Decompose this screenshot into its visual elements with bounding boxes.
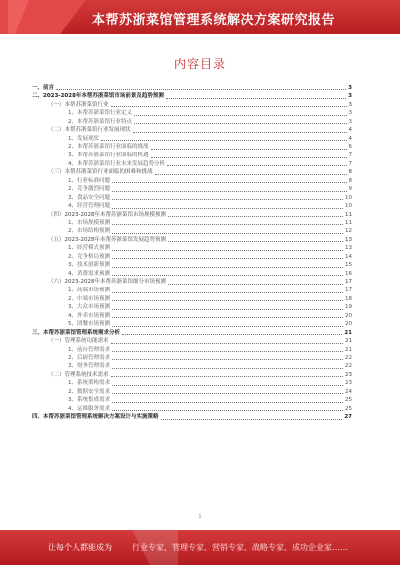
toc-leader-dots bbox=[134, 122, 346, 124]
toc-entry[interactable] bbox=[32, 152, 352, 160]
toc-entry[interactable] bbox=[32, 219, 352, 227]
toc-entry-page: 7 bbox=[348, 152, 352, 159]
toc-entry-page: 27 bbox=[344, 414, 352, 421]
toc-entry-page: 20 bbox=[345, 312, 352, 319]
toc-entry-text: 3、财务管理需求 bbox=[68, 363, 110, 370]
toc-entry-text: 2、后厨管理需求 bbox=[68, 354, 110, 361]
toc-entry[interactable] bbox=[32, 109, 352, 117]
toc-entry-page: 21 bbox=[345, 346, 352, 353]
toc-entry[interactable] bbox=[32, 270, 352, 278]
toc-leader-dots bbox=[133, 131, 347, 133]
toc-entry[interactable] bbox=[32, 92, 352, 100]
toc-entry-text: 2、本帮苏浙菜馆行业面临的挑战 bbox=[68, 144, 149, 151]
toc-entry-text: 4、外卖市场预测 bbox=[68, 312, 110, 319]
toc-entry-text: 四、本帮苏浙菜馆管理系统解决方案设计与实施策略 bbox=[32, 414, 159, 421]
toc-leader-dots bbox=[111, 342, 343, 344]
toc-entry-text: 1、高端市场预测 bbox=[68, 287, 110, 294]
toc-entry[interactable] bbox=[32, 413, 352, 421]
toc-leader-dots bbox=[112, 358, 343, 360]
toc-entry[interactable] bbox=[32, 168, 352, 176]
toc-entry[interactable] bbox=[32, 160, 352, 168]
toc-leader-dots bbox=[168, 215, 343, 217]
toc-entry-page: 16 bbox=[345, 270, 352, 277]
toc-entry-text: 4、消费需求预测 bbox=[68, 270, 110, 277]
toc-leader-dots bbox=[112, 249, 343, 251]
toc-entry[interactable] bbox=[32, 118, 352, 126]
toc-entry-page: 3 bbox=[348, 118, 352, 125]
header-banner bbox=[0, 0, 400, 34]
table-of-contents bbox=[32, 84, 352, 422]
toc-entry-page: 11 bbox=[345, 211, 352, 218]
toc-entry-text: 二、2023-2028年本帮苏浙菜馆市场前景及趋势预测 bbox=[32, 93, 164, 100]
toc-entry-text: （四）2023-2028年本帮苏浙菜馆市场规模预测 bbox=[48, 211, 166, 218]
toc-entry[interactable] bbox=[32, 329, 352, 337]
toc-entry[interactable] bbox=[32, 405, 352, 413]
toc-entry-page: 22 bbox=[345, 363, 352, 370]
toc-entry-text: 4、运维服务需求 bbox=[68, 405, 110, 412]
footer-tagline: 行业专家、管理专家、营销专家、战略专家、成功企业家…… bbox=[132, 543, 348, 552]
toc-entry[interactable] bbox=[32, 379, 352, 387]
toc-entry-page: 12 bbox=[345, 228, 352, 235]
toc-entry-page: 23 bbox=[345, 380, 352, 387]
toc-entry-text: 1、本帮苏浙菜馆行业定义 bbox=[68, 110, 133, 117]
toc-entry-text: 1、行业标准问题 bbox=[68, 177, 110, 184]
footer-slogan: 让每个人都能成为 bbox=[48, 543, 112, 552]
toc-entry-text: 2、市场结构预测 bbox=[68, 228, 110, 235]
toc-entry-text: 2、数据安全需求 bbox=[68, 388, 110, 395]
toc-leader-dots bbox=[168, 240, 343, 242]
toc-leader-dots bbox=[151, 156, 347, 158]
toc-entry[interactable] bbox=[32, 177, 352, 185]
toc-entry-text: 2、中端市场预测 bbox=[68, 295, 110, 302]
report-title: 本帮苏浙菜馆管理系统解决方案研究报告 bbox=[92, 13, 336, 28]
toc-entry-page: 6 bbox=[348, 144, 352, 151]
toc-entry-text: 3、食品安全问题 bbox=[68, 194, 110, 201]
toc-entry-text: 3、本帮苏浙菜馆行业面临的机遇 bbox=[68, 152, 149, 159]
toc-leader-dots bbox=[112, 223, 343, 225]
toc-entry-text: 1、市场规模预测 bbox=[68, 219, 110, 226]
toc-leader-dots bbox=[134, 114, 346, 116]
toc-leader-dots bbox=[112, 190, 347, 192]
toc-entry[interactable] bbox=[32, 396, 352, 404]
toc-entry-text: （六）2023-2028年本帮苏浙菜馆细分市场预测 bbox=[48, 279, 166, 286]
toc-leader-dots bbox=[101, 139, 347, 141]
toc-entry[interactable] bbox=[32, 388, 352, 396]
toc-entry[interactable] bbox=[32, 244, 352, 252]
toc-entry-page: 4 bbox=[348, 127, 352, 134]
toc-entry-text: （五）2023-2028年本帮苏浙菜馆发展趋势预测 bbox=[48, 236, 166, 243]
toc-leader-dots bbox=[112, 316, 343, 318]
toc-leader-dots bbox=[112, 325, 343, 327]
footer-banner bbox=[0, 530, 400, 565]
toc-leader-dots bbox=[112, 232, 343, 234]
toc-entry[interactable] bbox=[32, 236, 352, 244]
toc-entry[interactable] bbox=[32, 354, 352, 362]
toc-title: 内容目录 bbox=[173, 57, 226, 71]
toc-entry-text: 2、本帮苏浙菜馆行业特点 bbox=[68, 118, 133, 125]
toc-entry-page: 25 bbox=[345, 397, 352, 404]
toc-entry-page: 10 bbox=[345, 194, 352, 201]
toc-leader-dots bbox=[111, 375, 343, 377]
toc-entry[interactable] bbox=[32, 202, 352, 210]
toc-entry[interactable] bbox=[32, 211, 352, 219]
toc-leader-dots bbox=[112, 308, 343, 310]
toc-entry[interactable] bbox=[32, 371, 352, 379]
toc-entry[interactable] bbox=[32, 261, 352, 269]
toc-entry-page: 13 bbox=[345, 245, 352, 252]
toc-entry[interactable] bbox=[32, 185, 352, 193]
toc-leader-dots bbox=[112, 350, 343, 352]
toc-entry-page: 21 bbox=[345, 338, 352, 345]
toc-leader-dots bbox=[122, 333, 342, 335]
toc-leader-dots bbox=[112, 257, 343, 259]
toc-entry[interactable] bbox=[32, 303, 352, 311]
toc-entry[interactable] bbox=[32, 84, 352, 92]
toc-entry-page: 11 bbox=[345, 219, 352, 226]
toc-entry-text: （一）管理系统功能需求 bbox=[48, 338, 109, 345]
toc-leader-dots bbox=[112, 299, 343, 301]
toc-entry-page: 15 bbox=[345, 262, 352, 269]
toc-entry-page: 13 bbox=[345, 236, 352, 243]
toc-entry-page: 3 bbox=[348, 101, 352, 108]
toc-entry-text: 1、发展现状 bbox=[68, 135, 99, 142]
toc-entry[interactable] bbox=[32, 295, 352, 303]
toc-entry-page: 4 bbox=[348, 135, 352, 142]
toc-entry-text: 3、系统集成需求 bbox=[68, 397, 110, 404]
toc-entry-text: 一、前言 bbox=[32, 84, 55, 91]
toc-entry-page: 14 bbox=[345, 253, 352, 260]
toc-leader-dots bbox=[112, 274, 343, 276]
toc-entry[interactable] bbox=[32, 346, 352, 354]
toc-entry-page: 20 bbox=[345, 321, 352, 328]
toc-entry[interactable] bbox=[32, 337, 352, 345]
toc-entry-page: 17 bbox=[345, 287, 352, 294]
toc-entry-page: 9 bbox=[348, 186, 352, 193]
toc-leader-dots bbox=[112, 392, 343, 394]
toc-entry-text: 4、本帮苏浙菜馆行业未来发展趋势分析 bbox=[68, 160, 166, 167]
toc-entry-text: （三）本帮苏浙菜馆行业面临的困难和挑战 bbox=[48, 169, 153, 176]
toc-entry-text: 三、本帮苏浙菜馆管理系统需求分析 bbox=[32, 329, 121, 336]
toc-entry[interactable] bbox=[32, 278, 352, 286]
toc-leader-dots bbox=[112, 367, 343, 369]
toc-entry-text: 1、经营模式预测 bbox=[68, 245, 110, 252]
toc-entry[interactable] bbox=[32, 126, 352, 134]
toc-leader-dots bbox=[112, 384, 343, 386]
toc-entry-page: 7 bbox=[348, 160, 352, 167]
toc-entry-text: 3、技术创新预测 bbox=[68, 262, 110, 269]
toc-entry-text: 5、团餐市场预测 bbox=[68, 321, 110, 328]
toc-entry-page: 10 bbox=[345, 203, 352, 210]
toc-entry-text: （二）管理系统技术需求 bbox=[48, 371, 109, 378]
toc-leader-dots bbox=[112, 401, 343, 403]
toc-entry-text: 1、前台管理需求 bbox=[68, 346, 110, 353]
toc-entry[interactable] bbox=[32, 287, 352, 295]
toc-entry-text: 1、系统架构需求 bbox=[68, 380, 110, 387]
toc-leader-dots bbox=[167, 164, 346, 166]
toc-leader-dots bbox=[112, 207, 343, 209]
toc-entry[interactable] bbox=[32, 101, 352, 109]
toc-leader-dots bbox=[112, 198, 343, 200]
toc-entry[interactable] bbox=[32, 194, 352, 202]
toc-entry-text: 3、大众市场预测 bbox=[68, 304, 110, 311]
toc-entry-page: 8 bbox=[348, 177, 352, 184]
toc-leader-dots bbox=[168, 283, 343, 285]
toc-entry-page: 19 bbox=[345, 304, 352, 311]
toc-entry-page: 22 bbox=[345, 354, 352, 361]
toc-entry-text: 2、竞争激烈问题 bbox=[68, 186, 110, 193]
toc-entry-page: 23 bbox=[345, 371, 352, 378]
toc-leader-dots bbox=[112, 291, 343, 293]
toc-entry-page: 25 bbox=[345, 405, 352, 412]
toc-entry[interactable] bbox=[32, 135, 352, 143]
toc-entry-page: 24 bbox=[345, 388, 352, 395]
toc-entry-page: 18 bbox=[345, 295, 352, 302]
toc-entry-page: 8 bbox=[348, 169, 352, 176]
toc-entry[interactable] bbox=[32, 320, 352, 328]
toc-leader-dots bbox=[166, 97, 346, 99]
toc-leader-dots bbox=[161, 418, 343, 420]
toc-leader-dots bbox=[155, 173, 347, 175]
toc-entry[interactable] bbox=[32, 312, 352, 320]
toc-entry-page: 3 bbox=[348, 93, 352, 100]
toc-leader-dots bbox=[111, 105, 347, 107]
toc-entry[interactable] bbox=[32, 143, 352, 151]
toc-entry[interactable] bbox=[32, 253, 352, 261]
toc-entry-text: （一）本帮苏浙菜馆行业 bbox=[48, 101, 109, 108]
toc-entry[interactable] bbox=[32, 227, 352, 235]
toc-entry-text: 4、经营管理问题 bbox=[68, 203, 110, 210]
toc-entry-text: 2、竞争格局预测 bbox=[68, 253, 110, 260]
toc-entry[interactable] bbox=[32, 362, 352, 370]
toc-entry-page: 3 bbox=[348, 84, 352, 91]
page-number: 1 bbox=[198, 514, 202, 520]
toc-leader-dots bbox=[151, 148, 347, 150]
toc-entry-page: 21 bbox=[344, 329, 352, 336]
toc-leader-dots bbox=[112, 181, 347, 183]
toc-leader-dots bbox=[112, 409, 343, 411]
toc-leader-dots bbox=[112, 266, 343, 268]
toc-entry-text: （二）本帮苏浙菜馆行业发展现状 bbox=[48, 127, 131, 134]
toc-entry-page: 17 bbox=[345, 279, 352, 286]
toc-leader-dots bbox=[56, 88, 346, 90]
toc-entry-page: 3 bbox=[348, 110, 352, 117]
